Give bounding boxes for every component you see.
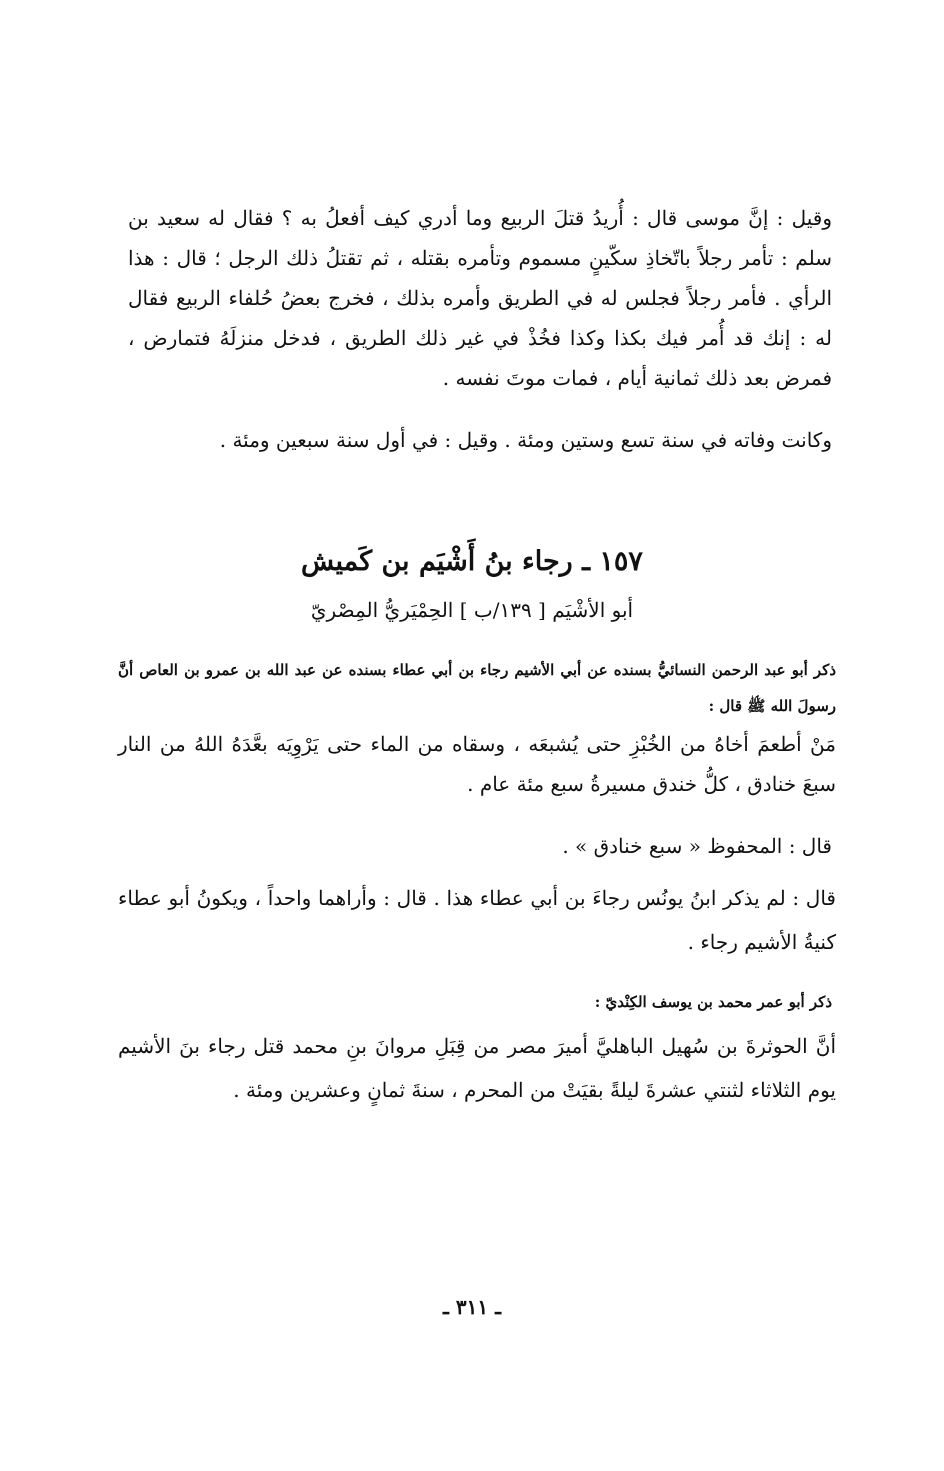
hadith-text: مَنْ أطعمَ أخاهُ من الخُبْزِ حتى يُشبعَه ، وسقاه من الماء حتى يَرْوِيَه بعَّدَهُ اللهُ من النار سبعَ خنادق ، كلُّ خندق مسيرةُ سبع مئة عام . [118,732,836,796]
paragraph-musa-and-rabi: وقيل : إنَّ موسى قال : أُريدُ قتلَ الربيع وما أدري كيف أفعلُ به ؟ فقال له سعيد بن سلم : تأمر رجلاً باتّخاذِ سكّينٍ مسموم وتأمره بقتله ، ثم تقتلُ ذلك الرجل ؛ قال : هذا الرأي . فأمر رجلاً فجلس له في الطريق وأمره بذلك ، فخرج بعضُ حُلفاء الربيع فقال له : إنك قد أُمر فيك بكذا وكذا فخُذْ في غير ذلك الطريق ، فدخل منزلَهُ فتمارض ، فمرض بعد ذلك ثمانية أيام ، فمات موتَ نفسه . [128,206,832,390]
paragraph-mahfuz: قال : المحفوظ « سبع خنادق » . [562,834,832,858]
entry-subtitle: أبو الأشْيَم [ ١٣٩/ب ] الحِمْيَريُّ المِصْريّ [310,598,634,622]
source-note-nasai: ذكر أبو عبد الرحمن النسائيُّ بسنده عن أبي الأشيم رجاء بن أبي عطاء بسنده عن عبد الله بن عمرو بن العاص أنَّ رسولَ الله ﷺ قال : [118,661,836,715]
paragraph-death-date: وكانت وفاته في سنة تسع وستين ومئة . وقيل : في أول سنة سبعين ومئة . [219,428,832,452]
paragraph-ibn-yunus: قال : لم يذكر ابنُ يونُس رجاءَ بن أبي عطاء هذا . قال : وأراهما واحداً ، ويكونُ أبو عطاء كنيةُ الأشيم رجاء . [118,886,836,954]
entry-title: ١٥٧ ـ رجاء بنُ أَشْيَم بن كَميش [301,546,643,577]
source-note-kindi: ذكر أبو عمر محمد بن يوسف الكِنْديّ : [594,993,832,1011]
paragraph-killing-of-raja: أنَّ الحوثرةَ بن سُهيل الباهليَّ أميرَ مصر من قِبَلِ مروانَ بنِ محمد قتل رجاء بنَ الأشيم يوم الثلاثاء لثنتي عشرةَ ليلةً بقيَتْ من المحرم ، سنةَ ثمانٍ وعشرين ومئة . [118,1034,837,1102]
page-number: ـ ٣١١ ـ [443,1295,501,1319]
